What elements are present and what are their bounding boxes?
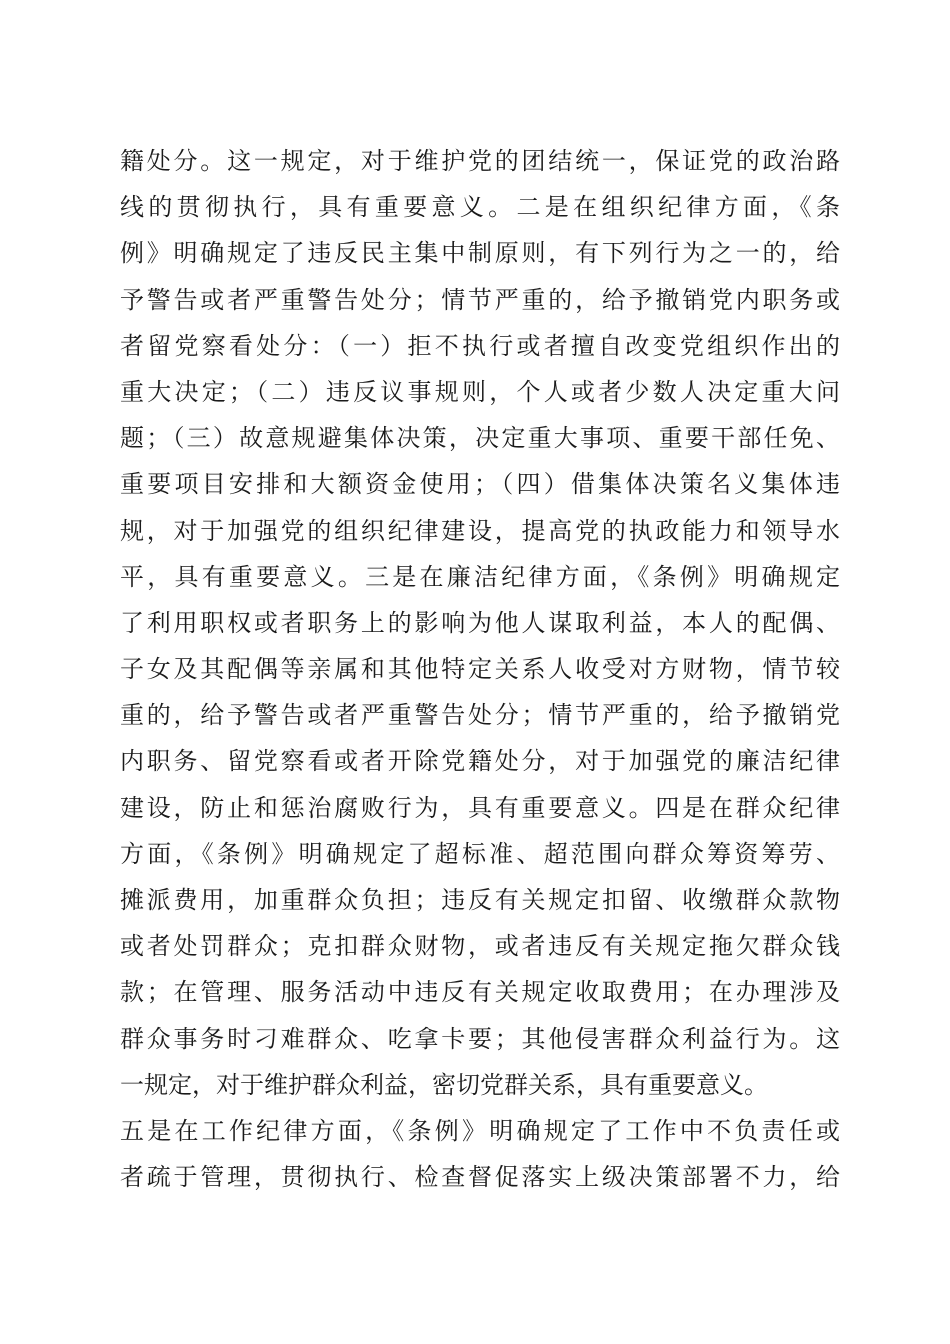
text-line: 例》明确规定了违反民主集中制原则，有下列行为之一的，给 (120, 239, 840, 268)
text-line: 建设，防止和惩治腐败行为，具有重要意义。四是在群众纪律 (120, 793, 840, 822)
text-line: 重的，给予警告或者严重警告处分；情节严重的，给予撤销党 (120, 701, 840, 730)
text-line: 了利用职权或者职务上的影响为他人谋取利益，本人的配偶、 (120, 608, 840, 637)
text-line: 子女及其配偶等亲属和其他特定关系人收受对方财物，情节较 (120, 655, 840, 684)
text-line: 平，具有重要意义。三是在廉洁纪律方面，《条例》明确规定 (120, 562, 840, 591)
text-line: 重大决定；（二）违反议事规则，个人或者少数人决定重大问 (120, 377, 840, 406)
text-line: 籍处分。这一规定，对于维护党的团结统一，保证党的政治路 (120, 147, 840, 175)
text-line: 予警告或者严重警告处分；情节严重的，给予撤销党内职务或 (120, 285, 840, 314)
text-line: 者疏于管理，贯彻执行、检查督促落实上级决策部署不力，给 (120, 1163, 840, 1192)
text-line: 或者处罚群众；克扣群众财物，或者违反有关规定拖欠群众钱 (120, 932, 840, 961)
text-line: 重要项目安排和大额资金使用；（四）借集体决策名义集体违 (120, 470, 840, 499)
text-line: 线的贯彻执行，具有重要意义。二是在组织纪律方面，《条 (120, 193, 840, 222)
text-line: 规，对于加强党的组织纪律建设，提高党的执政能力和领导水 (120, 516, 840, 545)
text-line: 方面，《条例》明确规定了超标准、超范围向群众筹资筹劳、 (120, 839, 840, 868)
text-line: 者留党察看处分：（一）拒不执行或者擅自改变党组织作出的 (120, 331, 840, 360)
text-line: 内职务、留党察看或者开除党籍处分，对于加强党的廉洁纪律 (120, 747, 840, 776)
body-text (120, 138, 840, 1200)
text-line: 摊派费用，加重群众负担；违反有关规定扣留、收缴群众款物 (120, 886, 840, 914)
text-line: 五是在工作纪律方面，《条例》明确规定了工作中不负责任或 (120, 1116, 840, 1145)
text-line: 群众事务时刁难群众、吃拿卡要；其他侵害群众利益行为。这 (120, 1024, 840, 1053)
text-line: 题；（三）故意规避集体决策，决定重大事项、重要干部任免、 (120, 424, 840, 453)
text-line: 一规定，对于维护群众利益，密切党群关系，具有重要意义。 (120, 1070, 768, 1099)
text-line: 款；在管理、服务活动中违反有关规定收取费用；在办理涉及 (120, 978, 840, 1007)
